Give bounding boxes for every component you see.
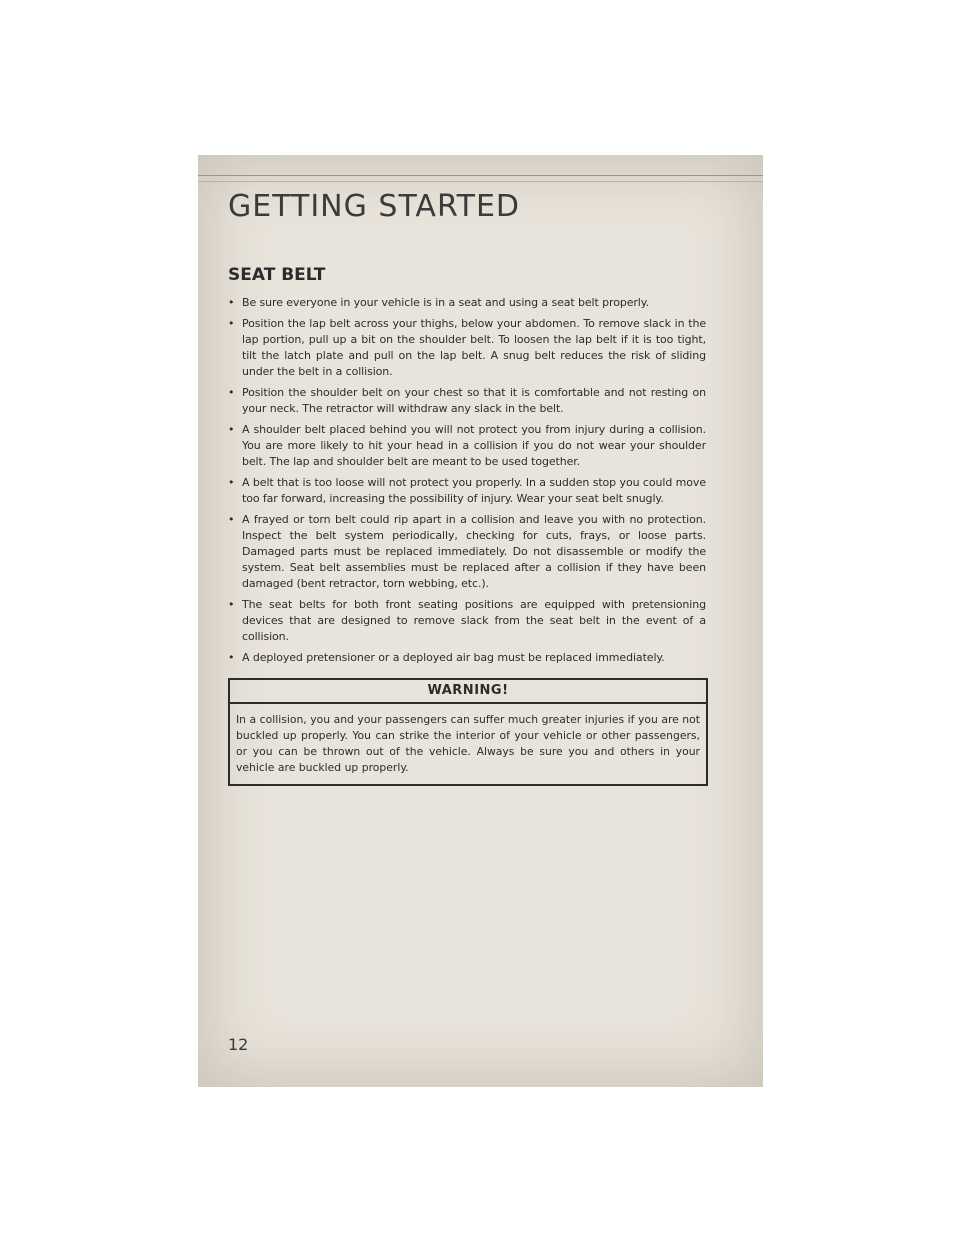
page-content	[228, 265, 706, 786]
list-item: • A frayed or torn belt could rip apart in a collision and leave you with no protection. Inspect the belt system periodically, checking for cuts, frays, or loose parts. Damaged parts must be replaced immediately. Do not disassemble or modify the system. Seat belt assemblies must be replaced after a collision if they have been damaged (bent retractor, torn webbing, etc.).	[228, 512, 706, 592]
warning-body: In a collision, you and your passengers can suffer much greater injuries if you are not buckled up properly. You can strike the interior of your vehicle or other passengers, or you can be thrown out of the vehicle. Always be sure you and others in your vehicle are buckled up properly.	[236, 713, 700, 774]
list-item: • The seat belts for both front seating positions are equipped with pretensioning devices that are designed to remove slack from the seat belt in the event of a collision.	[228, 597, 706, 645]
list-item: • A deployed pretensioner or a deployed air bag must be replaced immediately.	[228, 650, 706, 666]
header-rule-secondary	[198, 181, 763, 182]
list-item: • Position the lap belt across your thighs, below your abdomen. To remove slack in the lap portion, pull up a bit on the shoulder belt. To loosen the lap belt if it is too tight, tilt the latch plate and pull on the lap belt. A snug belt reduces the risk of sliding under the belt in a collision.	[228, 316, 706, 380]
warning-title: WARNING!	[230, 680, 706, 704]
chapter-title: GETTING STARTED	[228, 189, 521, 224]
list-item: • A belt that is too loose will not protect you properly. In a sudden stop you could move too far forward, increasing the possibility of injury. Wear your seat belt snugly.	[228, 475, 706, 507]
list-item: • Position the shoulder belt on your chest so that it is comfortable and not resting on your neck. The retractor will withdraw any slack in the belt.	[228, 385, 706, 417]
header-rule	[198, 175, 763, 176]
section-title: SEAT BELT	[228, 265, 326, 285]
list-item: • Be sure everyone in your vehicle is in a seat and using a seat belt properly.	[228, 295, 706, 311]
bullet-list	[228, 295, 706, 666]
warning-box	[228, 678, 708, 786]
list-item: • A shoulder belt placed behind you will not protect you from injury during a collision. You are more likely to hit your head in a collision if you do not wear your shoulder belt. The lap and shoulder belt are meant to be used together.	[228, 422, 706, 470]
page-number: 12	[228, 1035, 249, 1054]
manual-page	[198, 155, 763, 1087]
